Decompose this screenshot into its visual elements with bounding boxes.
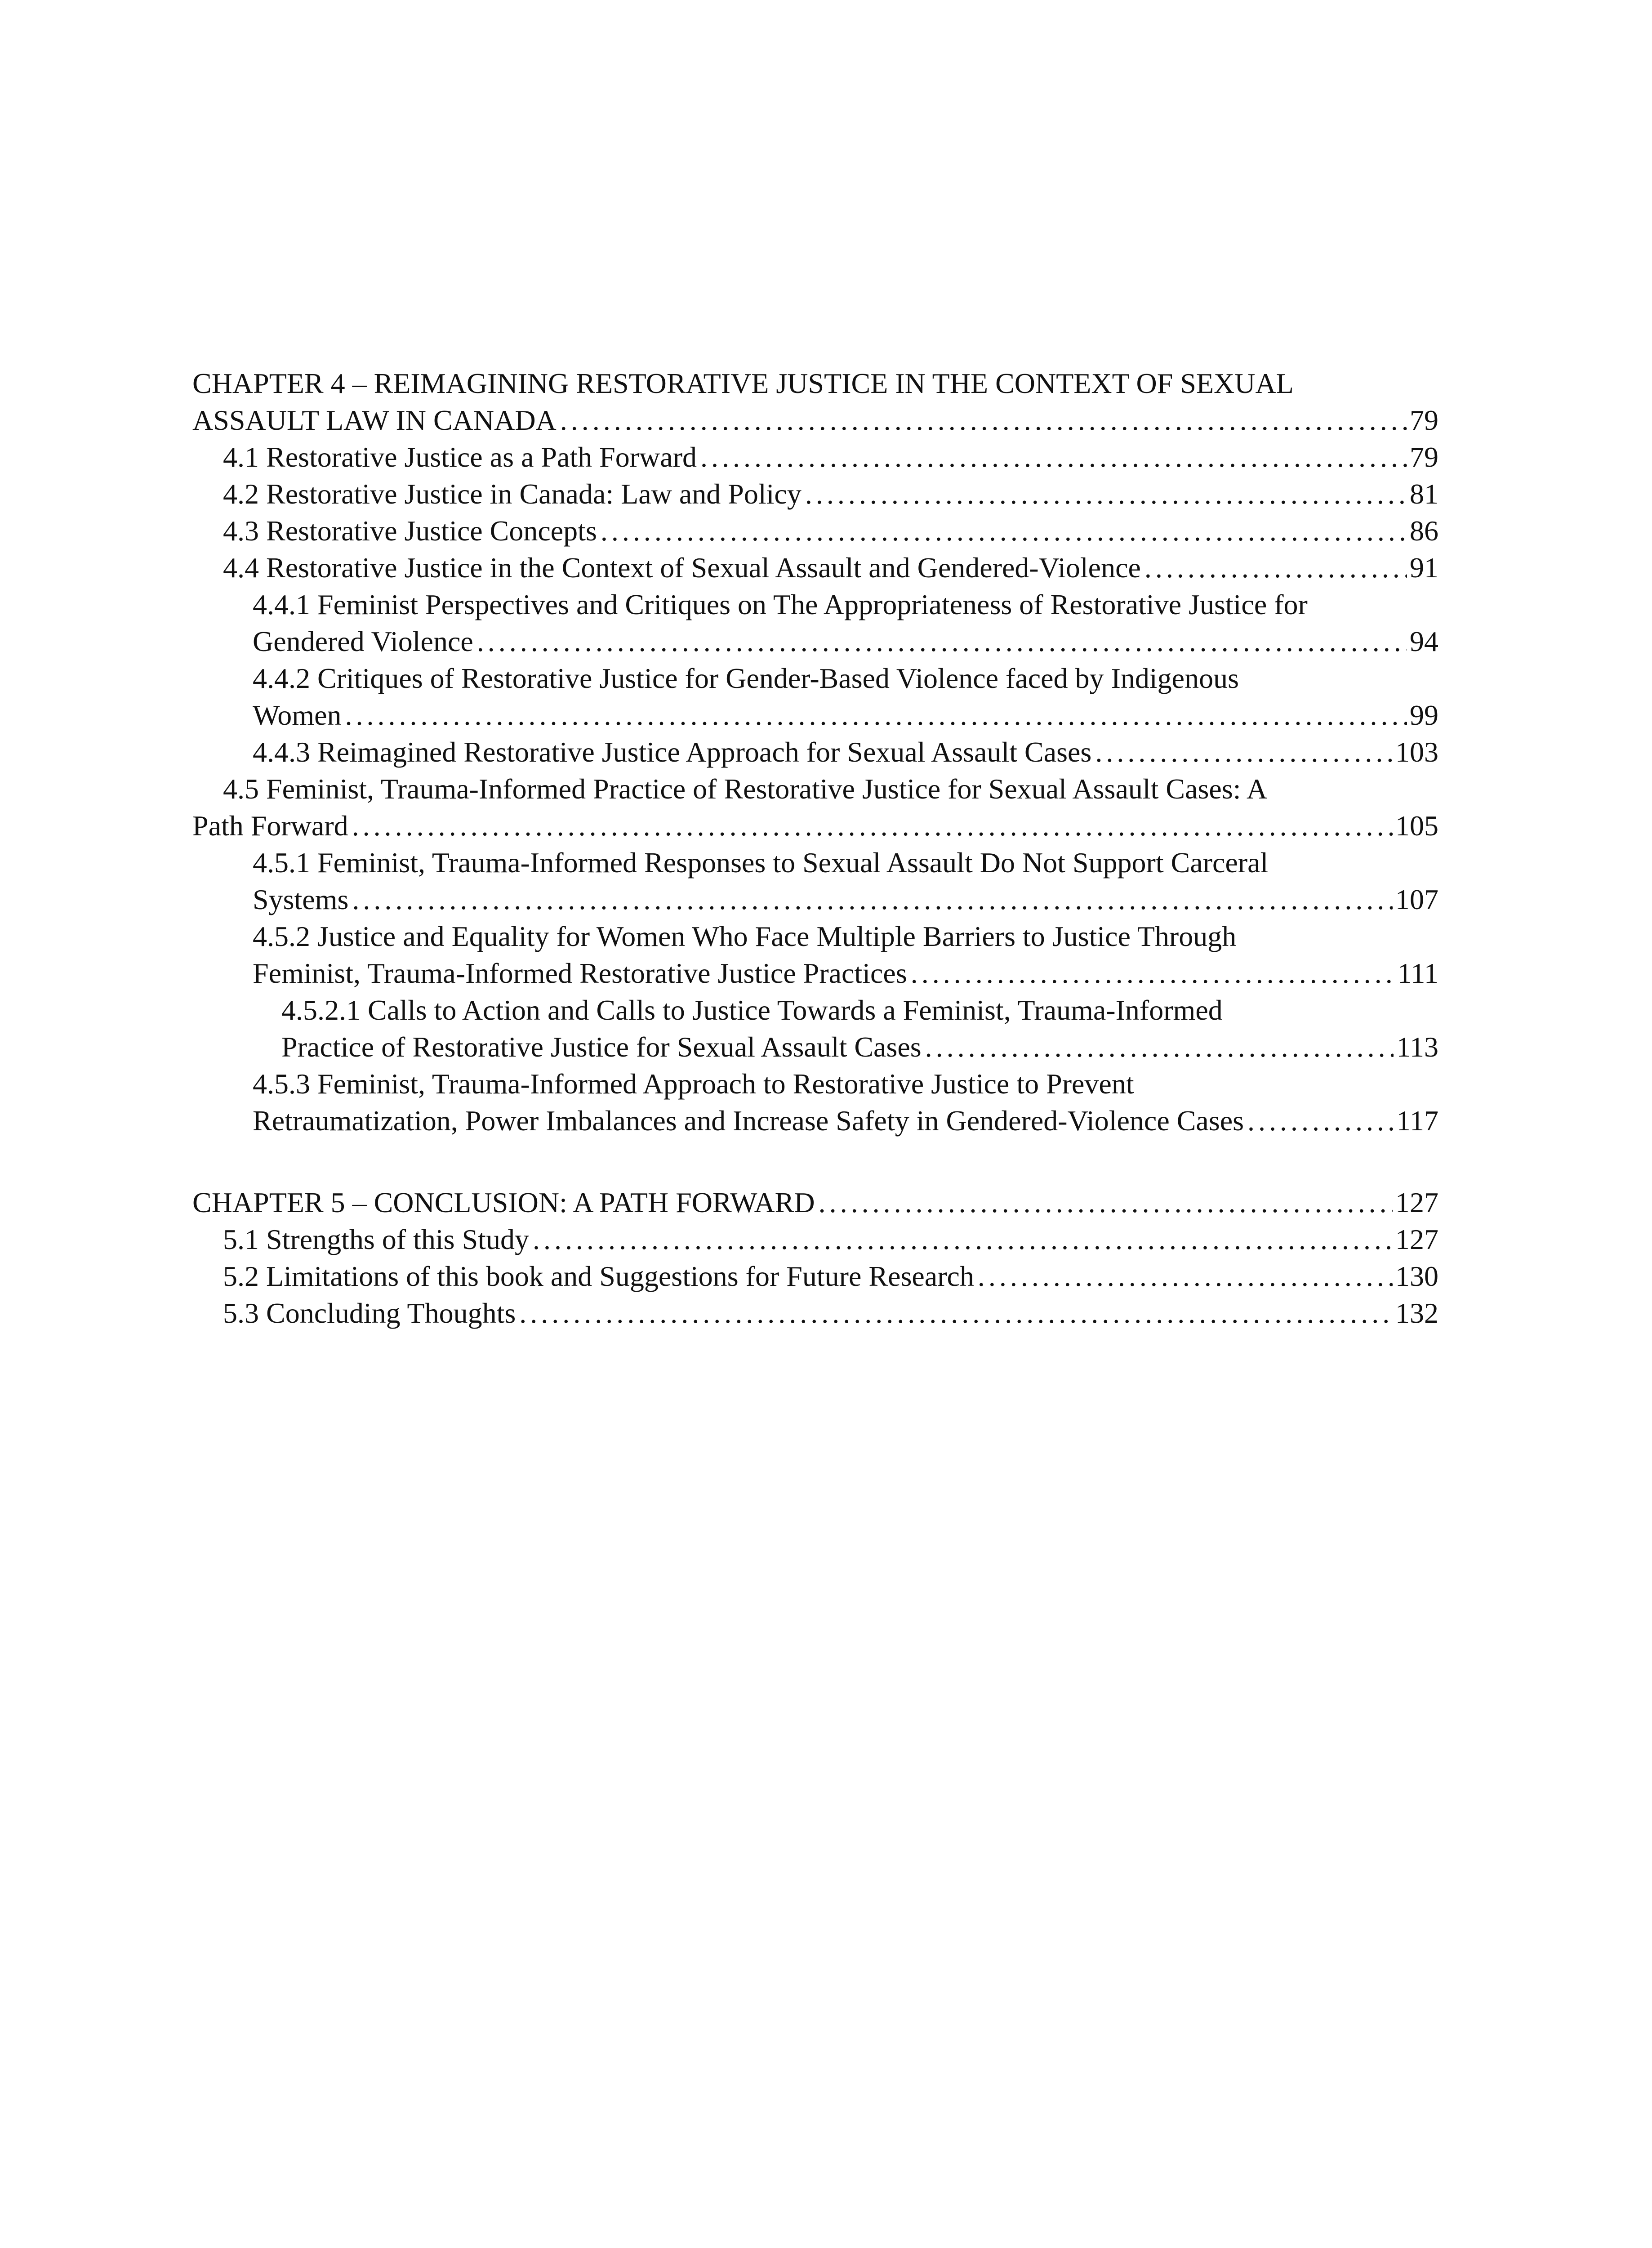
- toc-page-number: 79: [1410, 441, 1438, 473]
- toc-entry-text: 4.1 Restorative Justice as a Path Forward: [223, 441, 697, 473]
- table-of-contents: [192, 365, 1438, 1332]
- toc-page-number: 107: [1395, 883, 1438, 915]
- dot-leader: [352, 881, 1393, 918]
- toc-entry-text: 5.2 Limitations of this book and Suggestions for Future Research: [223, 1260, 974, 1292]
- toc-entry-text: Path Forward: [192, 810, 348, 842]
- toc-entry-line: [192, 992, 1438, 1029]
- dot-leader: [819, 1184, 1393, 1221]
- toc-entry-line: [192, 549, 1438, 586]
- dot-leader: [925, 1029, 1394, 1066]
- toc-entry-line: [192, 1102, 1438, 1139]
- toc-entry-text: 4.5.2 Justice and Equality for Women Who Face Multiple Barriers to Justice Through: [253, 920, 1237, 952]
- toc-entry-line: [192, 1258, 1438, 1295]
- toc-entry-text: CHAPTER 4 – REIMAGINING RESTORATIVE JUSTICE IN THE CONTEXT OF SEXUAL: [192, 367, 1294, 399]
- toc-entry-line: [192, 881, 1438, 918]
- toc-entry-line: [192, 1295, 1438, 1332]
- toc-entry-line: [192, 660, 1438, 697]
- toc-entry-line: [192, 1066, 1438, 1102]
- chapter-gap: [192, 1139, 1438, 1184]
- toc-page-number: 94: [1410, 625, 1438, 657]
- toc-entry-text: ASSAULT LAW IN CANADA: [192, 404, 557, 436]
- toc-entry-line: [192, 807, 1438, 844]
- toc-entry[interactable]: [192, 660, 1438, 734]
- toc-page-number: 81: [1410, 478, 1438, 510]
- toc-page-number: 103: [1395, 736, 1438, 768]
- toc-entry-text: Practice of Restorative Justice for Sexual Assault Cases: [281, 1031, 922, 1063]
- dot-leader: [477, 623, 1407, 660]
- toc-page-number: 127: [1395, 1223, 1438, 1255]
- toc-entry[interactable]: [192, 734, 1438, 771]
- toc-entry-text: Retraumatization, Power Imbalances and Increase Safety in Gendered-Violence Cases: [253, 1105, 1244, 1137]
- toc-entry-text: Gendered Violence: [253, 625, 473, 657]
- toc-entry-line: [192, 476, 1438, 513]
- toc-entry-text: 4.5.3 Feminist, Trauma-Informed Approach to Restorative Justice to Prevent: [253, 1068, 1134, 1100]
- toc-entry[interactable]: [192, 992, 1438, 1066]
- toc-entry[interactable]: [192, 476, 1438, 513]
- toc-entry-line: [192, 844, 1438, 881]
- toc-page-number: 130: [1395, 1260, 1438, 1292]
- toc-entry-line: [192, 1184, 1438, 1221]
- toc-entry-text: 4.4 Restorative Justice in the Context of Sexual Assault and Gendered-Violence: [223, 552, 1141, 584]
- toc-entry[interactable]: [192, 365, 1438, 439]
- toc-entry[interactable]: [192, 1295, 1438, 1332]
- toc-entry-line: [192, 734, 1438, 771]
- toc-entry[interactable]: [192, 513, 1438, 549]
- toc-page-number: 117: [1396, 1105, 1438, 1137]
- toc-entry-text: 4.4.1 Feminist Perspectives and Critiques on The Appropriateness of Restorative Justice for: [253, 589, 1308, 620]
- dot-leader: [911, 955, 1395, 992]
- dot-leader: [1144, 549, 1407, 586]
- toc-entry-line: [192, 586, 1438, 623]
- toc-entry-text: 5.3 Concluding Thoughts: [223, 1297, 516, 1329]
- toc-entry-line: [192, 771, 1438, 807]
- toc-entry[interactable]: [192, 771, 1438, 844]
- toc-chapter-2: [192, 1184, 1438, 1332]
- dot-leader: [519, 1295, 1393, 1332]
- toc-entry[interactable]: [192, 1066, 1438, 1139]
- toc-entry-text: 5.1 Strengths of this Study: [223, 1223, 529, 1255]
- toc-entry-text: 4.4.3 Reimagined Restorative Justice Approach for Sexual Assault Cases: [253, 736, 1092, 768]
- dot-leader: [601, 513, 1407, 549]
- toc-page-number: 132: [1395, 1297, 1438, 1329]
- dot-leader: [700, 439, 1407, 476]
- toc-entry-text: 4.5.2.1 Calls to Action and Calls to Justice Towards a Feminist, Trauma-Informed: [281, 994, 1223, 1026]
- toc-entry-text: Women: [253, 699, 342, 731]
- toc-page-number: 86: [1410, 515, 1438, 547]
- toc-entry-line: [192, 955, 1438, 992]
- toc-entry-line: [192, 402, 1438, 439]
- toc-entry-text: 4.4.2 Critiques of Restorative Justice for Gender-Based Violence faced by Indigenous: [253, 662, 1239, 694]
- toc-entry-text: 4.2 Restorative Justice in Canada: Law and Policy: [223, 478, 802, 510]
- toc-page-number: 79: [1410, 404, 1438, 436]
- toc-entry[interactable]: [192, 844, 1438, 918]
- toc-entry[interactable]: [192, 1258, 1438, 1295]
- toc-chapter-1: [192, 365, 1438, 1139]
- toc-entry-line: [192, 697, 1438, 734]
- dot-leader: [352, 807, 1393, 844]
- toc-entry-line: [192, 439, 1438, 476]
- toc-entry[interactable]: [192, 586, 1438, 660]
- toc-entry-text: 4.5 Feminist, Trauma-Informed Practice of Restorative Justice for Sexual Assault Cases: A: [223, 773, 1268, 805]
- toc-entry-text: Feminist, Trauma-Informed Restorative Justice Practices: [253, 957, 907, 989]
- toc-page-number: 105: [1395, 810, 1438, 842]
- toc-entry-line: [192, 1029, 1438, 1066]
- toc-page-number: 113: [1396, 1031, 1438, 1063]
- dot-leader: [978, 1258, 1393, 1295]
- toc-page-number: 91: [1410, 552, 1438, 584]
- dot-leader: [560, 402, 1407, 439]
- toc-entry-line: [192, 1221, 1438, 1258]
- toc-entry[interactable]: [192, 439, 1438, 476]
- toc-entry[interactable]: [192, 1184, 1438, 1221]
- toc-entry[interactable]: [192, 549, 1438, 586]
- dot-leader: [533, 1221, 1393, 1258]
- dot-leader: [345, 697, 1407, 734]
- toc-entry-line: [192, 918, 1438, 955]
- toc-entry[interactable]: [192, 1221, 1438, 1258]
- toc-entry-text: Systems: [253, 883, 349, 915]
- toc-entry-text: 4.5.1 Feminist, Trauma-Informed Responses to Sexual Assault Do Not Support Carceral: [253, 847, 1269, 879]
- dot-leader: [805, 476, 1407, 513]
- dot-leader: [1247, 1102, 1394, 1139]
- toc-entry-line: [192, 513, 1438, 549]
- dot-leader: [1095, 734, 1393, 771]
- toc-entry-text: CHAPTER 5 – CONCLUSION: A PATH FORWARD: [192, 1186, 815, 1218]
- toc-entry-text: 4.3 Restorative Justice Concepts: [223, 515, 597, 547]
- toc-entry-line: [192, 623, 1438, 660]
- toc-entry-line: [192, 365, 1438, 402]
- toc-page-number: 127: [1395, 1186, 1438, 1218]
- toc-page-number: 111: [1397, 957, 1438, 989]
- toc-entry[interactable]: [192, 918, 1438, 992]
- toc-page-number: 99: [1410, 699, 1438, 731]
